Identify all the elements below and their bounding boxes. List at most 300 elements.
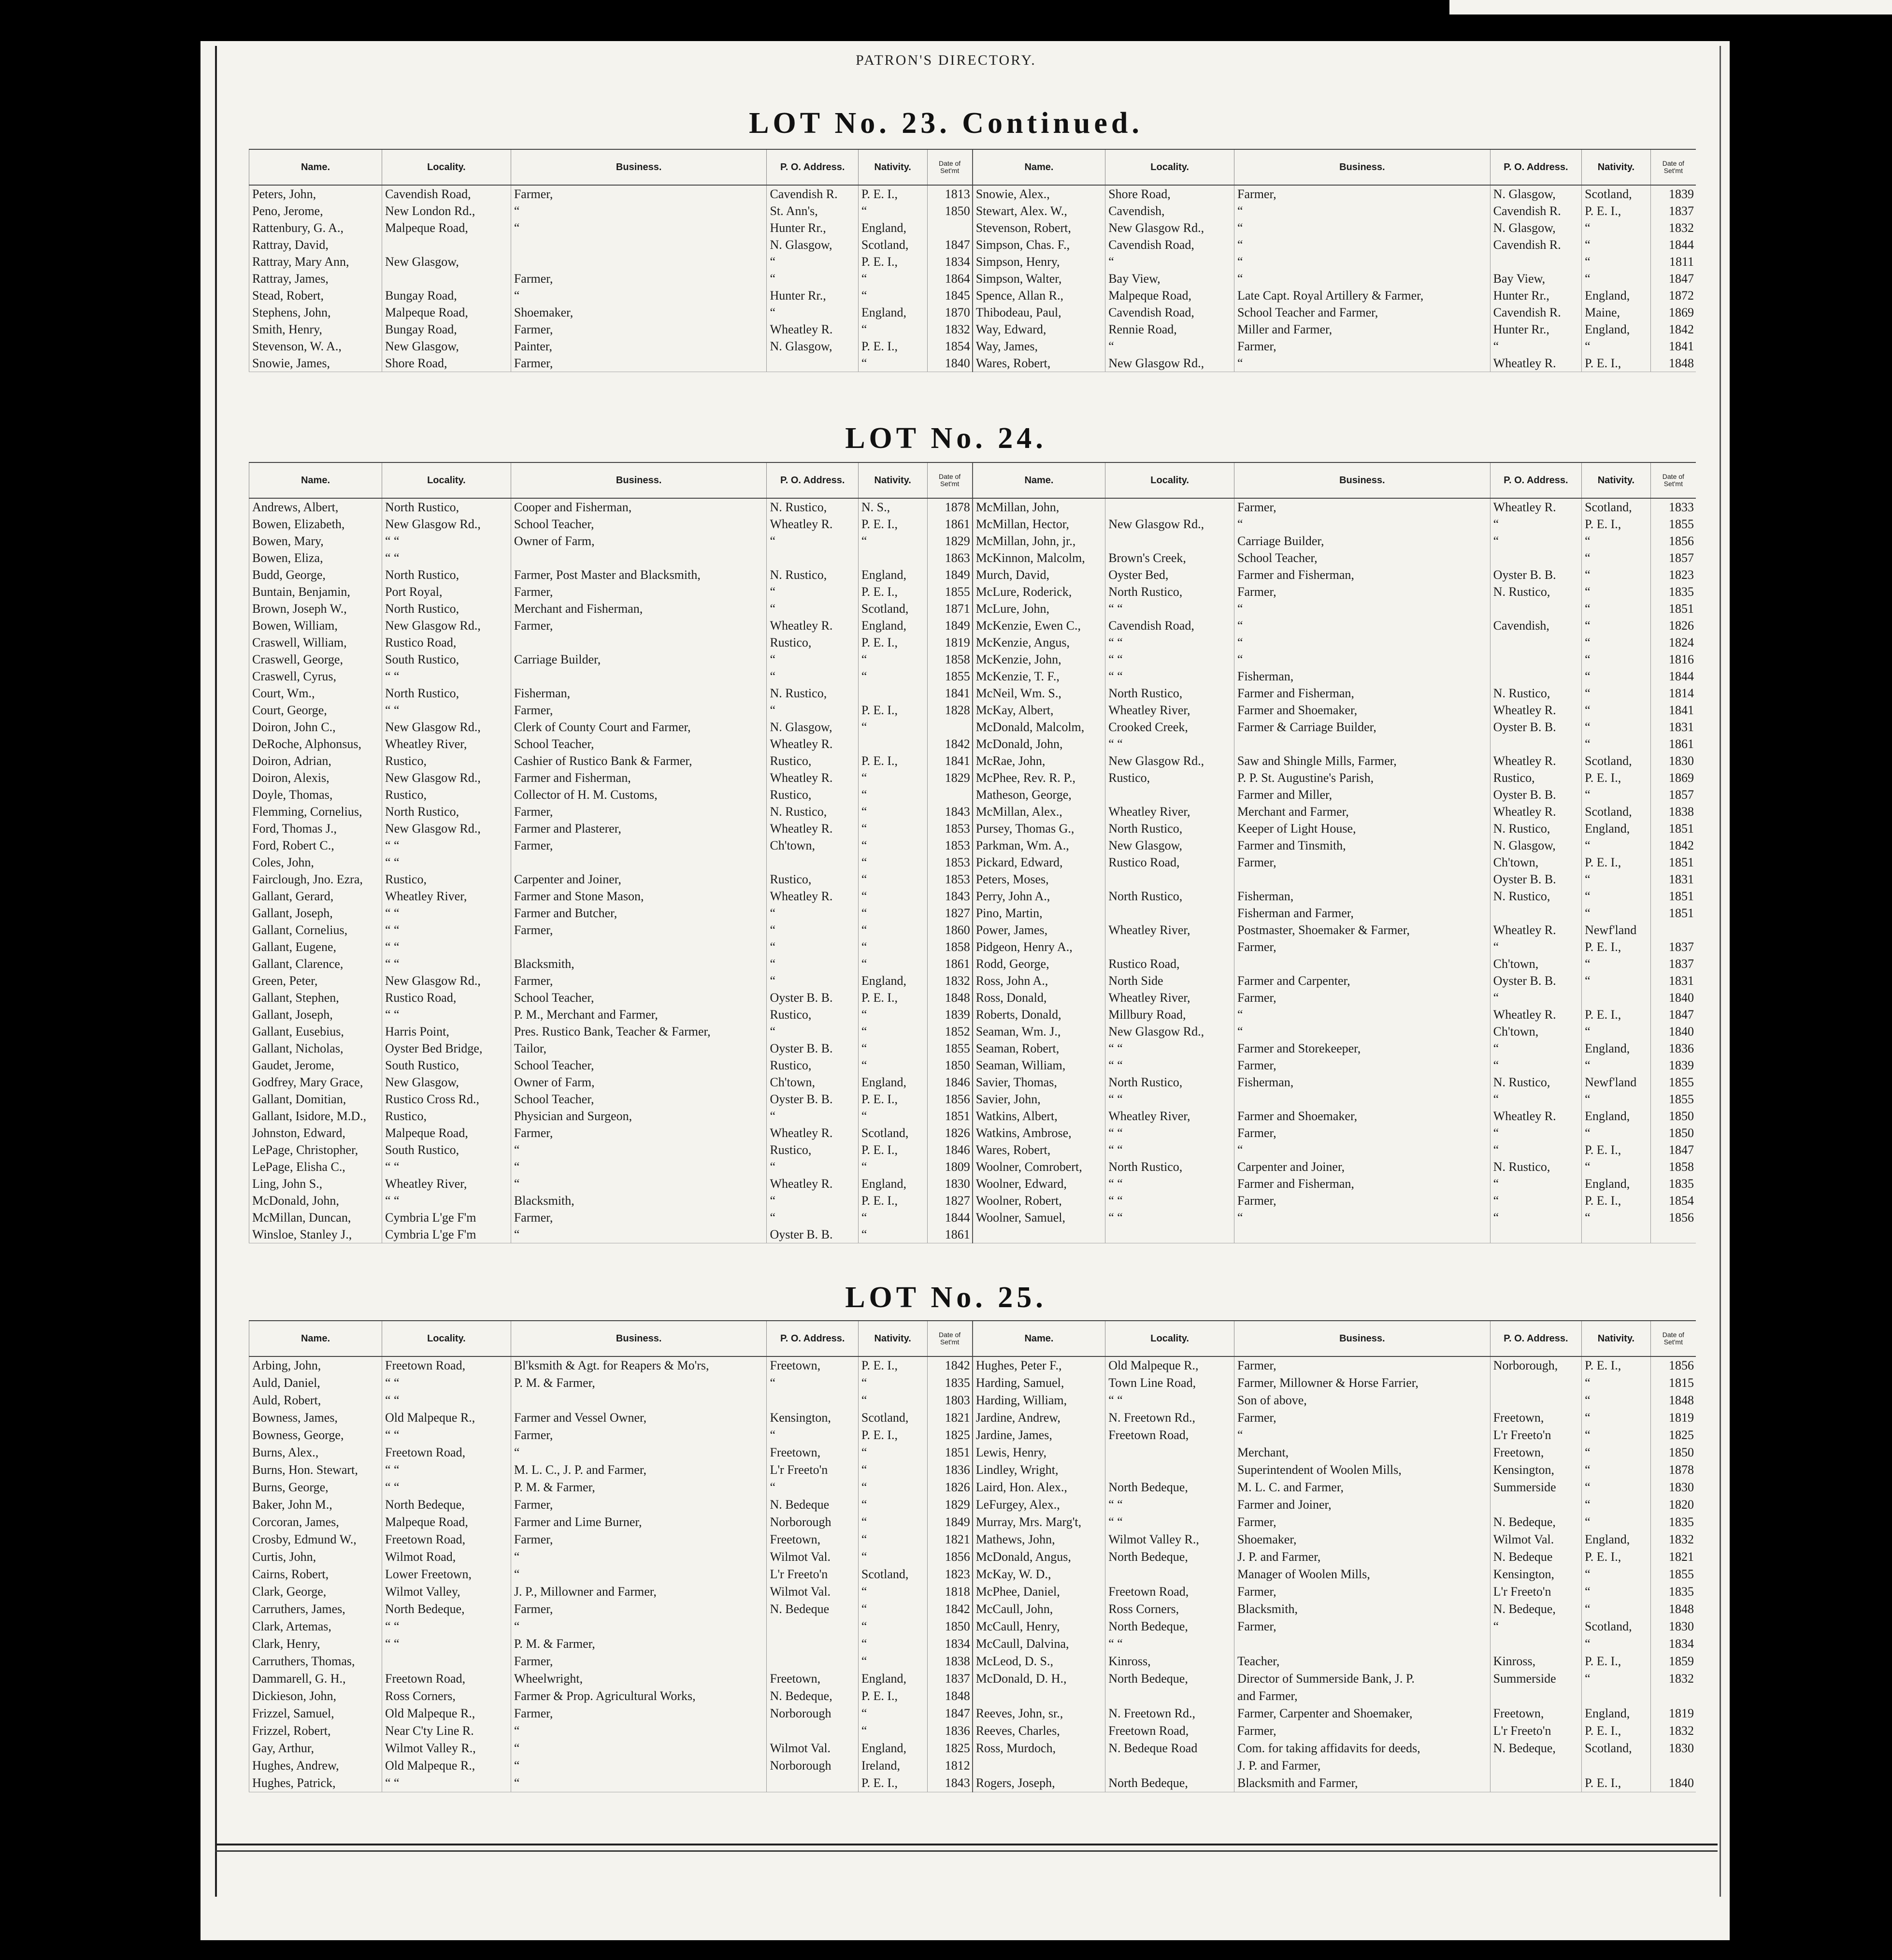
cell-locality: Kinross, bbox=[1105, 1653, 1234, 1670]
cell-business: “ bbox=[1234, 617, 1491, 634]
cell-date: 1835 bbox=[1650, 1175, 1696, 1192]
column-header-business: Business. bbox=[511, 462, 767, 498]
cell-name: Buntain, Benjamin, bbox=[249, 583, 382, 600]
cell-business bbox=[1234, 955, 1491, 972]
cell-name: Ling, John S., bbox=[249, 1175, 382, 1192]
cell-business: Carriage Builder, bbox=[1234, 533, 1491, 549]
cell-locality: N. Bedeque Road bbox=[1105, 1740, 1234, 1757]
cell-business: Farmer, bbox=[1234, 1192, 1491, 1209]
lot-25-table bbox=[249, 1320, 1696, 1792]
cell-name: Stephens, John, bbox=[249, 304, 382, 321]
cell-locality: New Glasgow Rd., bbox=[382, 972, 511, 989]
cell-business: Saw and Shingle Mills, Farmer, bbox=[1234, 752, 1491, 769]
table-row bbox=[249, 1705, 1696, 1722]
cell-name: Gay, Arthur, bbox=[249, 1740, 382, 1757]
table-row bbox=[249, 1209, 1696, 1226]
table-row bbox=[249, 651, 1696, 668]
cell-locality: Cavendish, bbox=[1105, 202, 1234, 219]
cell-locality: Wheatley River, bbox=[382, 735, 511, 752]
cell-nativity: England, bbox=[858, 566, 927, 583]
table-row bbox=[249, 1192, 1696, 1209]
cell-locality: North Rustico, bbox=[1105, 685, 1234, 702]
column-header-locality: Locality. bbox=[382, 149, 511, 185]
cell-nativity: “ bbox=[1582, 972, 1651, 989]
cell-locality bbox=[382, 236, 511, 253]
cell-name: Murray, Mrs. Marg't, bbox=[973, 1513, 1105, 1531]
cell-locality: “ “ bbox=[382, 1006, 511, 1023]
cell-locality: North Bedeque, bbox=[1105, 1479, 1234, 1496]
cell-locality: Freetown Road, bbox=[382, 1444, 511, 1461]
cell-date: 1843 bbox=[927, 803, 973, 820]
cell-nativity: England, bbox=[1582, 287, 1651, 304]
table-row bbox=[249, 1074, 1696, 1091]
cell-business: Shoemaker, bbox=[1234, 1531, 1491, 1548]
cell-po: Bay View, bbox=[1490, 270, 1581, 287]
cell-locality: Shore Road, bbox=[382, 355, 511, 372]
table-row bbox=[249, 989, 1696, 1006]
cell-name: Rogers, Joseph, bbox=[973, 1774, 1105, 1792]
cell-name: Reeves, Charles, bbox=[973, 1722, 1105, 1740]
cell-nativity: “ bbox=[858, 1461, 927, 1479]
cell-po: Wheatley R. bbox=[1490, 1006, 1581, 1023]
cell-locality bbox=[382, 1653, 511, 1670]
cell-business: Farmer and Vessel Owner, bbox=[511, 1409, 767, 1427]
cell-date: 1844 bbox=[927, 1209, 973, 1226]
table-row bbox=[249, 1427, 1696, 1444]
cell-name: Watkins, Ambrose, bbox=[973, 1124, 1105, 1141]
cell-name: Brown, Joseph W., bbox=[249, 600, 382, 617]
cell-date: 1823 bbox=[1650, 566, 1696, 583]
cell-po: Kensington, bbox=[767, 1409, 858, 1427]
cell-locality: “ “ bbox=[1105, 651, 1234, 668]
cell-name: Burns, Alex., bbox=[249, 1444, 382, 1461]
cell-date: 1835 bbox=[927, 1374, 973, 1392]
cell-nativity: “ bbox=[1582, 668, 1651, 685]
cell-business: Tailor, bbox=[511, 1040, 767, 1057]
cell-date: 1830 bbox=[1650, 1740, 1696, 1757]
cell-name: McRae, John, bbox=[973, 752, 1105, 769]
table-row bbox=[249, 1023, 1696, 1040]
cell-po: “ bbox=[1490, 516, 1581, 533]
cell-nativity: P. E. I., bbox=[1582, 1356, 1651, 1374]
cell-po: “ bbox=[767, 270, 858, 287]
cell-locality: Millbury Road, bbox=[1105, 1006, 1234, 1023]
cell-name: McNeil, Wm. S., bbox=[973, 685, 1105, 702]
cell-name: Baker, John M., bbox=[249, 1496, 382, 1513]
cell-nativity: “ bbox=[858, 668, 927, 685]
cell-locality: Bungay Road, bbox=[382, 287, 511, 304]
column-header-nativity: Nativity. bbox=[1582, 149, 1651, 185]
cell-locality: New Glasgow Rd., bbox=[382, 719, 511, 735]
table-row bbox=[249, 338, 1696, 355]
cell-date: 1829 bbox=[927, 1496, 973, 1513]
cell-date bbox=[927, 219, 973, 236]
cell-date: 1832 bbox=[1650, 1670, 1696, 1687]
cell-locality: Malpeque Road, bbox=[1105, 287, 1234, 304]
cell-po bbox=[1490, 634, 1581, 651]
cell-locality: Malpeque Road, bbox=[382, 1513, 511, 1531]
cell-nativity: Scotland, bbox=[1582, 1740, 1651, 1757]
cell-po: “ bbox=[767, 1427, 858, 1444]
cell-nativity: “ bbox=[858, 769, 927, 786]
cell-locality: New Glasgow Rd., bbox=[1105, 516, 1234, 533]
table-row bbox=[249, 321, 1696, 338]
cell-date: 1838 bbox=[927, 1653, 973, 1670]
cell-nativity: P. E. I., bbox=[858, 1687, 927, 1705]
cell-locality: North Rustico, bbox=[382, 600, 511, 617]
cell-locality: “ “ bbox=[382, 1374, 511, 1392]
cell-name: Ross, Murdoch, bbox=[973, 1740, 1105, 1757]
cell-nativity: P. E. I., bbox=[858, 1192, 927, 1209]
cell-po: “ bbox=[767, 905, 858, 922]
cell-locality bbox=[1105, 1226, 1234, 1243]
cell-date: 1855 bbox=[1650, 1566, 1696, 1583]
cell-nativity: P. E. I., bbox=[1582, 769, 1651, 786]
cell-nativity: “ bbox=[1582, 1374, 1651, 1392]
cell-business: Farmer, bbox=[511, 1124, 767, 1141]
cell-date: 1854 bbox=[927, 338, 973, 355]
cell-locality: New Glasgow, bbox=[382, 338, 511, 355]
cell-date: 1826 bbox=[927, 1124, 973, 1141]
cell-name: Rattray, David, bbox=[249, 236, 382, 253]
cell-nativity: “ bbox=[858, 905, 927, 922]
cell-locality bbox=[1105, 1566, 1234, 1583]
cell-name: Craswell, William, bbox=[249, 634, 382, 651]
cell-business: “ bbox=[511, 1141, 767, 1158]
cell-business: Manager of Woolen Mills, bbox=[1234, 1566, 1491, 1583]
cell-locality: Malpeque Road, bbox=[382, 1124, 511, 1141]
cell-date: 1827 bbox=[927, 905, 973, 922]
table-row bbox=[249, 1670, 1696, 1687]
cell-po: Ch'town, bbox=[767, 1074, 858, 1091]
cell-locality: Wilmot Road, bbox=[382, 1548, 511, 1566]
cell-nativity: England, bbox=[1582, 820, 1651, 837]
cell-locality: Near C'ty Line R. bbox=[382, 1722, 511, 1740]
cell-locality: Rustico, bbox=[382, 786, 511, 803]
cell-date: 1832 bbox=[1650, 1531, 1696, 1548]
cell-date bbox=[1650, 1226, 1696, 1243]
cell-nativity: “ bbox=[1582, 651, 1651, 668]
cell-nativity: “ bbox=[1582, 236, 1651, 253]
cell-locality: New Glasgow Rd., bbox=[382, 769, 511, 786]
cell-date: 1850 bbox=[927, 1618, 973, 1635]
table-row bbox=[249, 516, 1696, 533]
cell-date: 1864 bbox=[927, 270, 973, 287]
cell-locality: Ross Corners, bbox=[382, 1687, 511, 1705]
cell-business: “ bbox=[511, 1618, 767, 1635]
cell-date: 1812 bbox=[927, 1757, 973, 1774]
table-row bbox=[249, 219, 1696, 236]
cell-po: “ bbox=[767, 1209, 858, 1226]
cell-business: “ bbox=[1234, 236, 1491, 253]
cell-nativity: Scotland, bbox=[1582, 803, 1651, 820]
table-row bbox=[249, 1040, 1696, 1057]
cell-business: School Teacher, bbox=[511, 735, 767, 752]
cell-business: Carpenter and Joiner, bbox=[1234, 1158, 1491, 1175]
cell-business: Farmer, bbox=[511, 1496, 767, 1513]
cell-date: 1844 bbox=[1650, 668, 1696, 685]
cell-nativity: “ bbox=[858, 938, 927, 955]
cell-name: Parkman, Wm. A., bbox=[973, 837, 1105, 854]
cell-nativity: “ bbox=[1582, 786, 1651, 803]
cell-nativity: “ bbox=[858, 1548, 927, 1566]
cell-date: 1825 bbox=[927, 1427, 973, 1444]
cell-name: Bowen, Elizabeth, bbox=[249, 516, 382, 533]
cell-locality: North Bedeque, bbox=[382, 1496, 511, 1513]
cell-business: Farmer, bbox=[1234, 1618, 1491, 1635]
cell-date: 1844 bbox=[1650, 236, 1696, 253]
column-header-locality: Locality. bbox=[1105, 462, 1234, 498]
column-header-row bbox=[249, 149, 1696, 185]
cell-date: 1827 bbox=[927, 1192, 973, 1209]
cell-name: Seaman, Robert, bbox=[973, 1040, 1105, 1057]
cell-name: Peters, Moses, bbox=[973, 871, 1105, 888]
cell-business: Superintendent of Woolen Mills, bbox=[1234, 1461, 1491, 1479]
cell-po bbox=[1490, 735, 1581, 752]
cell-po: N. Rustico, bbox=[767, 803, 858, 820]
table-row bbox=[249, 1409, 1696, 1427]
cell-po: Norborough bbox=[767, 1705, 858, 1722]
cell-nativity: “ bbox=[858, 1600, 927, 1618]
cell-po bbox=[1490, 1635, 1581, 1653]
cell-date: 1845 bbox=[927, 287, 973, 304]
cell-name: Woolner, Comrobert, bbox=[973, 1158, 1105, 1175]
table-row bbox=[249, 287, 1696, 304]
cell-date: 1826 bbox=[1650, 617, 1696, 634]
cell-name: McKenzie, John, bbox=[973, 651, 1105, 668]
cell-business bbox=[511, 668, 767, 685]
cell-name: McLeod, D. S., bbox=[973, 1653, 1105, 1670]
cell-nativity: “ bbox=[858, 955, 927, 972]
column-header-po: P. O. Address. bbox=[1490, 462, 1581, 498]
adjacent-page-edge bbox=[1449, 0, 1892, 14]
cell-nativity: Scotland, bbox=[858, 600, 927, 617]
cell-business: School Teacher, bbox=[511, 1057, 767, 1074]
cell-date: 1849 bbox=[927, 566, 973, 583]
cell-business: Farmer and Plasterer, bbox=[511, 820, 767, 837]
cell-date: 1847 bbox=[927, 1705, 973, 1722]
cell-nativity: “ bbox=[1582, 617, 1651, 634]
cell-business bbox=[511, 938, 767, 955]
cell-date: 1872 bbox=[1650, 287, 1696, 304]
cell-date: 1840 bbox=[927, 355, 973, 372]
cell-po: “ bbox=[767, 1108, 858, 1124]
column-header-locality: Locality. bbox=[1105, 149, 1234, 185]
cell-locality: Freetown Road, bbox=[1105, 1583, 1234, 1600]
cell-locality: Wheatley River, bbox=[1105, 989, 1234, 1006]
cell-nativity: P. E. I., bbox=[1582, 516, 1651, 533]
cell-name: Peters, John, bbox=[249, 185, 382, 202]
cell-date: 1848 bbox=[1650, 355, 1696, 372]
cell-name: Doiron, Alexis, bbox=[249, 769, 382, 786]
cell-date: 1850 bbox=[1650, 1108, 1696, 1124]
cell-locality: Rustico Cross Rd., bbox=[382, 1091, 511, 1108]
cell-locality: Wheatley River, bbox=[1105, 1108, 1234, 1124]
cell-date: 1834 bbox=[927, 253, 973, 270]
cell-nativity: P. E. I., bbox=[1582, 1722, 1651, 1740]
cell-name: LePage, Christopher, bbox=[249, 1141, 382, 1158]
cell-nativity: “ bbox=[1582, 1209, 1651, 1226]
cell-nativity: “ bbox=[1582, 1427, 1651, 1444]
cell-date: 1850 bbox=[1650, 1124, 1696, 1141]
cell-po: “ bbox=[1490, 1040, 1581, 1057]
table-row bbox=[249, 1635, 1696, 1653]
cell-date: 1855 bbox=[1650, 1091, 1696, 1108]
cell-date: 1871 bbox=[927, 600, 973, 617]
cell-po: St. Ann's, bbox=[767, 202, 858, 219]
cell-locality: Brown's Creek, bbox=[1105, 549, 1234, 566]
cell-locality: “ “ bbox=[1105, 600, 1234, 617]
column-header-nativity: Nativity. bbox=[858, 149, 927, 185]
cell-locality: North Side bbox=[1105, 972, 1234, 989]
cell-nativity: “ bbox=[858, 1023, 927, 1040]
cell-date: 1870 bbox=[927, 304, 973, 321]
column-header-name: Name. bbox=[249, 149, 382, 185]
cell-nativity: “ bbox=[1582, 338, 1651, 355]
cell-business: Carriage Builder, bbox=[511, 651, 767, 668]
cell-nativity: “ bbox=[858, 803, 927, 820]
cell-name: Coles, John, bbox=[249, 854, 382, 871]
cell-name: Smith, Henry, bbox=[249, 321, 382, 338]
cell-nativity: England, bbox=[858, 1175, 927, 1192]
cell-nativity: “ bbox=[858, 1209, 927, 1226]
cell-date: 1832 bbox=[1650, 219, 1696, 236]
cell-name: McCaull, Dalvina, bbox=[973, 1635, 1105, 1653]
cell-locality: “ “ bbox=[382, 549, 511, 566]
cell-name: Fairclough, Jno. Ezra, bbox=[249, 871, 382, 888]
cell-nativity: “ bbox=[858, 1040, 927, 1057]
cell-po: Oyster B. B. bbox=[1490, 566, 1581, 583]
cell-nativity: “ bbox=[1582, 871, 1651, 888]
cell-locality: Wheatley River, bbox=[1105, 922, 1234, 938]
cell-po: N. Bedeque, bbox=[1490, 1740, 1581, 1757]
cell-nativity: Scotland, bbox=[858, 1566, 927, 1583]
cell-business: Wheelwright, bbox=[511, 1670, 767, 1687]
cell-date: 1861 bbox=[927, 1226, 973, 1243]
cell-locality: “ “ bbox=[382, 1427, 511, 1444]
cell-date: 1832 bbox=[927, 321, 973, 338]
cell-po: N. Bedeque, bbox=[1490, 1600, 1581, 1618]
cell-locality: Rustico, bbox=[1105, 769, 1234, 786]
table-row bbox=[249, 1006, 1696, 1023]
cell-business: Farmer, bbox=[1234, 854, 1491, 871]
cell-name: McMillan, Duncan, bbox=[249, 1209, 382, 1226]
cell-po: L'r Freeto'n bbox=[1490, 1583, 1581, 1600]
cell-date: 1842 bbox=[1650, 321, 1696, 338]
cell-business: Farmer and Tinsmith, bbox=[1234, 837, 1491, 854]
cell-nativity: P. E. I., bbox=[858, 1356, 927, 1374]
cell-business: “ bbox=[1234, 270, 1491, 287]
column-header-row bbox=[249, 1321, 1696, 1356]
cell-locality bbox=[382, 270, 511, 287]
cell-nativity: England, bbox=[1582, 1531, 1651, 1548]
cell-po: “ bbox=[1490, 533, 1581, 549]
cell-name: Woolner, Robert, bbox=[973, 1192, 1105, 1209]
cell-po: N. Glasgow, bbox=[1490, 837, 1581, 854]
cell-date: 1856 bbox=[1650, 1356, 1696, 1374]
column-header-business: Business. bbox=[1234, 149, 1491, 185]
cell-nativity: “ bbox=[858, 1057, 927, 1074]
cell-locality: “ “ bbox=[382, 1158, 511, 1175]
cell-locality: Oyster Bed, bbox=[1105, 566, 1234, 583]
cell-po bbox=[1490, 1392, 1581, 1409]
cell-po: “ bbox=[767, 1374, 858, 1392]
cell-business: “ bbox=[511, 287, 767, 304]
cell-date: 1858 bbox=[927, 651, 973, 668]
cell-business: Farmer, bbox=[511, 1653, 767, 1670]
cell-po: Ch'town, bbox=[1490, 854, 1581, 871]
cell-nativity: England, bbox=[1582, 1040, 1651, 1057]
cell-date: 1834 bbox=[927, 1635, 973, 1653]
table-row bbox=[249, 955, 1696, 972]
cell-po: Hunter Rr., bbox=[767, 219, 858, 236]
cell-business: “ bbox=[1234, 516, 1491, 533]
cell-name: Roberts, Donald, bbox=[973, 1006, 1105, 1023]
column-header-po: P. O. Address. bbox=[767, 462, 858, 498]
cell-nativity: England, bbox=[858, 219, 927, 236]
cell-date: 1814 bbox=[1650, 685, 1696, 702]
cell-name: Carruthers, Thomas, bbox=[249, 1653, 382, 1670]
cell-date: 1839 bbox=[1650, 185, 1696, 202]
cell-business: Merchant and Fisherman, bbox=[511, 600, 767, 617]
cell-locality bbox=[1105, 1757, 1234, 1774]
cell-locality: South Rustico, bbox=[382, 651, 511, 668]
cell-date: 1853 bbox=[927, 854, 973, 871]
cell-locality: “ “ bbox=[1105, 1141, 1234, 1158]
cell-business: and Farmer, bbox=[1234, 1687, 1491, 1705]
cell-date: 1861 bbox=[927, 516, 973, 533]
cell-nativity: “ bbox=[858, 651, 927, 668]
table-row bbox=[249, 549, 1696, 566]
cell-date bbox=[1650, 1757, 1696, 1774]
cell-name: Court, George, bbox=[249, 702, 382, 719]
cell-po: Rustico, bbox=[767, 1006, 858, 1023]
cell-name: Dammarell, G. H., bbox=[249, 1670, 382, 1687]
cell-po: Kensington, bbox=[1490, 1566, 1581, 1583]
cell-business: Shoemaker, bbox=[511, 304, 767, 321]
cell-business: “ bbox=[1234, 1141, 1491, 1158]
cell-date: 1855 bbox=[1650, 516, 1696, 533]
cell-name: Gallant, Nicholas, bbox=[249, 1040, 382, 1057]
cell-name: Hughes, Andrew, bbox=[249, 1757, 382, 1774]
table-row bbox=[249, 1496, 1696, 1513]
cell-locality: North Bedeque, bbox=[1105, 1670, 1234, 1687]
cell-nativity: England, bbox=[858, 617, 927, 634]
cell-nativity: “ bbox=[1582, 837, 1651, 854]
cell-date: 1820 bbox=[1650, 1496, 1696, 1513]
cell-business: Farmer, bbox=[511, 617, 767, 634]
cell-nativity: “ bbox=[858, 287, 927, 304]
cell-nativity: “ bbox=[1582, 719, 1651, 735]
cell-locality: “ “ bbox=[382, 533, 511, 549]
cell-po: Wheatley R. bbox=[1490, 702, 1581, 719]
cell-locality: “ “ bbox=[1105, 668, 1234, 685]
cell-locality: “ “ bbox=[1105, 1057, 1234, 1074]
table-row bbox=[249, 1600, 1696, 1618]
cell-date: 1853 bbox=[927, 837, 973, 854]
cell-date: 1861 bbox=[927, 955, 973, 972]
cell-name: Woolner, Edward, bbox=[973, 1175, 1105, 1192]
cell-name: Ford, Thomas J., bbox=[249, 820, 382, 837]
cell-locality: Bungay Road, bbox=[382, 321, 511, 338]
cell-business: Farmer, bbox=[511, 1209, 767, 1226]
cell-locality: New Glasgow Rd., bbox=[382, 516, 511, 533]
column-header-nativity: Nativity. bbox=[858, 462, 927, 498]
cell-name: McKenzie, T. F., bbox=[973, 668, 1105, 685]
cell-locality: South Rustico, bbox=[382, 1057, 511, 1074]
cell-po: N. Bedeque bbox=[767, 1496, 858, 1513]
cell-business bbox=[511, 634, 767, 651]
